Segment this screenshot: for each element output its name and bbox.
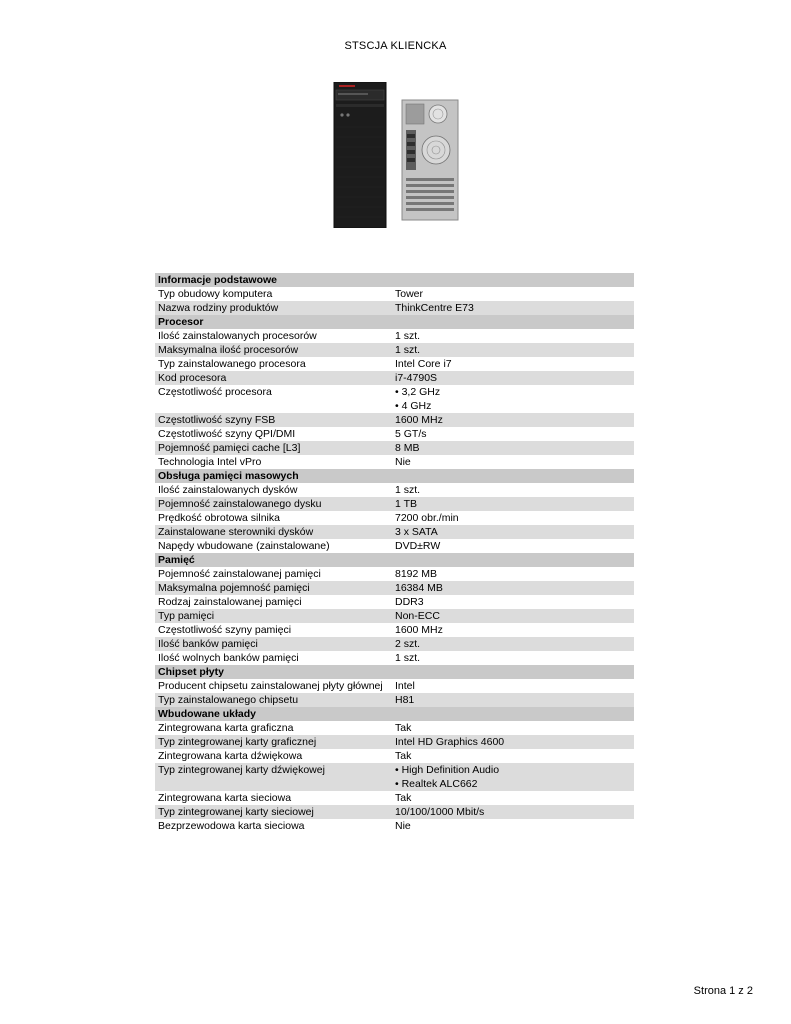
spec-value-line: ThinkCentre E73 [395, 302, 474, 314]
spec-value [395, 497, 634, 511]
section-title: Pamięć [158, 554, 195, 566]
section-spacer [395, 273, 634, 287]
spec-label: Producent chipsetu zainstalowanej płyty głównej [158, 680, 383, 692]
section-header [155, 665, 634, 679]
spec-value [395, 735, 634, 749]
spec-row [155, 287, 634, 301]
spec-label: Bezprzewodowa karta sieciowa [158, 820, 305, 832]
spec-value [395, 567, 634, 581]
spec-label: Zintegrowana karta dźwiękowa [158, 750, 303, 762]
spec-row [155, 763, 634, 791]
spec-label: Pojemność pamięci cache [L3] [158, 442, 301, 454]
section-title: Obsługa pamięci masowych [158, 470, 299, 482]
spec-label: Zainstalowane sterowniki dysków [158, 526, 314, 538]
spec-row [155, 525, 634, 539]
page-title: STSCJA KLIENCKA [344, 40, 447, 52]
spec-row [155, 623, 634, 637]
spec-value-line: 5 GT/s [395, 428, 427, 440]
spec-label: Częstotliwość szyny FSB [158, 414, 276, 426]
spec-value [395, 413, 634, 427]
spec-label: Typ zainstalowanego procesora [158, 358, 306, 370]
spec-value-line: 1 szt. [395, 344, 421, 356]
spec-row [155, 413, 634, 427]
spec-value [395, 721, 634, 735]
spec-value [395, 371, 634, 385]
page-number: Strona 1 z 2 [693, 985, 753, 997]
spec-row [155, 497, 634, 511]
section-header [155, 553, 634, 567]
spec-label: Prędkość obrotowa silnika [158, 512, 280, 524]
spec-row [155, 651, 634, 665]
spec-label: Technologia Intel vPro [158, 456, 262, 468]
spec-value-line: 8192 MB [395, 568, 438, 580]
section-title: Informacje podstawowe [158, 274, 278, 286]
section-header [155, 707, 634, 721]
spec-value-line: 10/100/1000 Mbit/s [395, 806, 485, 818]
spec-label: Napędy wbudowane (zainstalowane) [158, 540, 330, 552]
spec-value [395, 301, 634, 315]
spec-value [395, 427, 634, 441]
spec-value-line: 7200 obr./min [395, 512, 459, 524]
spec-label: Nazwa rodziny produktów [158, 302, 279, 314]
spec-row [155, 609, 634, 623]
spec-value [395, 763, 634, 791]
spec-value-line: Nie [395, 456, 411, 468]
spec-value [395, 581, 634, 595]
spec-value [395, 623, 634, 637]
product-photo [330, 82, 462, 228]
spec-value-line: Intel HD Graphics 4600 [395, 736, 505, 748]
spec-value-line: Intel [395, 680, 415, 692]
section-spacer [395, 553, 634, 567]
section-header [155, 273, 634, 287]
spec-value [395, 651, 634, 665]
spec-row [155, 441, 634, 455]
spec-row [155, 343, 634, 357]
spec-label: Maksymalna ilość procesorów [158, 344, 299, 356]
spec-value-line: i7-4790S [395, 372, 438, 384]
spec-label: Typ zainstalowanego chipsetu [158, 694, 299, 706]
spec-value-line: Tak [395, 792, 412, 804]
spec-row [155, 805, 634, 819]
spec-label: Typ zintegrowanej karty graficznej [158, 736, 317, 748]
section-spacer [395, 707, 634, 721]
spec-row [155, 735, 634, 749]
section-header [155, 315, 634, 329]
spec-row [155, 567, 634, 581]
spec-value-line: 1600 MHz [395, 414, 443, 426]
spec-value-line: 1 szt. [395, 652, 421, 664]
spec-label: Częstotliwość procesora [158, 386, 272, 398]
spec-value-line: 1600 MHz [395, 624, 443, 636]
spec-label: Typ obudowy komputera [158, 288, 273, 300]
spec-label: Ilość zainstalowanych dysków [158, 484, 298, 496]
spec-value-line: 2 szt. [395, 638, 421, 650]
spec-value [395, 455, 634, 469]
spec-row [155, 581, 634, 595]
spec-row [155, 637, 634, 651]
spec-value [395, 525, 634, 539]
spec-value [395, 819, 634, 833]
spec-label: Typ pamięci [158, 610, 215, 622]
spec-row [155, 539, 634, 553]
spec-label: Częstotliwość szyny pamięci [158, 624, 292, 636]
spec-value [395, 539, 634, 553]
spec-value-line: Tak [395, 722, 412, 734]
spec-value [395, 693, 634, 707]
spec-row [155, 819, 634, 833]
specification-table [155, 273, 634, 833]
spec-value [395, 749, 634, 763]
spec-label: Typ zintegrowanej karty dźwiękowej [158, 764, 325, 776]
spec-value-line: • 3,2 GHz [395, 386, 441, 398]
spec-value-line: Nie [395, 820, 411, 832]
spec-value-line: Intel Core i7 [395, 358, 452, 370]
spec-value-line: Tower [395, 288, 424, 300]
spec-label: Pojemność zainstalowanego dysku [158, 498, 322, 510]
spec-value [395, 483, 634, 497]
spec-row [155, 455, 634, 469]
spec-value-line: DVD±RW [395, 540, 441, 552]
spec-label: Ilość wolnych banków pamięci [158, 652, 299, 664]
spec-value-line: 1 szt. [395, 330, 421, 342]
spec-value-line: Tak [395, 750, 412, 762]
section-spacer [395, 665, 634, 679]
spec-value-line: 16384 MB [395, 582, 443, 594]
spec-value-line: DDR3 [395, 596, 424, 608]
spec-row [155, 357, 634, 371]
spec-label: Zintegrowana karta graficzna [158, 722, 294, 734]
section-title: Chipset płyty [158, 666, 224, 678]
spec-value [395, 343, 634, 357]
spec-label: Rodzaj zainstalowanej pamięci [158, 596, 302, 608]
spec-row [155, 385, 634, 413]
spec-value-line: • High Definition Audio [395, 764, 500, 776]
spec-value-line: 1 TB [395, 498, 417, 510]
spec-value [395, 357, 634, 371]
spec-value-line: • Realtek ALC662 [395, 778, 478, 790]
spec-label: Ilość zainstalowanych procesorów [158, 330, 317, 342]
spec-label: Zintegrowana karta sieciowa [158, 792, 292, 804]
spec-row [155, 693, 634, 707]
spec-row [155, 679, 634, 693]
spec-value-line: Non-ECC [395, 610, 440, 622]
spec-row [155, 329, 634, 343]
spec-label: Typ zintegrowanej karty sieciowej [158, 806, 314, 818]
spec-label: Maksymalna pojemność pamięci [158, 582, 310, 594]
spec-row [155, 721, 634, 735]
section-spacer [395, 315, 634, 329]
spec-row [155, 301, 634, 315]
spec-row [155, 595, 634, 609]
spec-value [395, 609, 634, 623]
spec-label: Pojemność zainstalowanej pamięci [158, 568, 321, 580]
spec-row [155, 371, 634, 385]
spec-row [155, 791, 634, 805]
spec-value [395, 329, 634, 343]
section-header [155, 469, 634, 483]
spec-value [395, 791, 634, 805]
spec-label: Kod procesora [158, 372, 227, 384]
spec-value [395, 441, 634, 455]
spec-label: Częstotliwość szyny QPI/DMI [158, 428, 296, 440]
spec-value [395, 679, 634, 693]
spec-value [395, 287, 634, 301]
spec-row [155, 483, 634, 497]
spec-row [155, 511, 634, 525]
spec-label: Ilość banków pamięci [158, 638, 258, 650]
spec-value [395, 385, 634, 413]
spec-value-line: 1 szt. [395, 484, 421, 496]
section-spacer [395, 469, 634, 483]
spec-row [155, 749, 634, 763]
spec-value [395, 805, 634, 819]
section-title: Wbudowane układy [158, 708, 257, 720]
spec-row [155, 427, 634, 441]
spec-value-line: 3 x SATA [395, 526, 438, 538]
spec-value-line: H81 [395, 694, 415, 706]
spec-value [395, 595, 634, 609]
tower-front [334, 82, 386, 228]
spec-value-line: • 4 GHz [395, 400, 432, 412]
spec-value-line: 8 MB [395, 442, 420, 454]
spec-value [395, 637, 634, 651]
spec-value [395, 511, 634, 525]
section-title: Procesor [158, 316, 204, 328]
